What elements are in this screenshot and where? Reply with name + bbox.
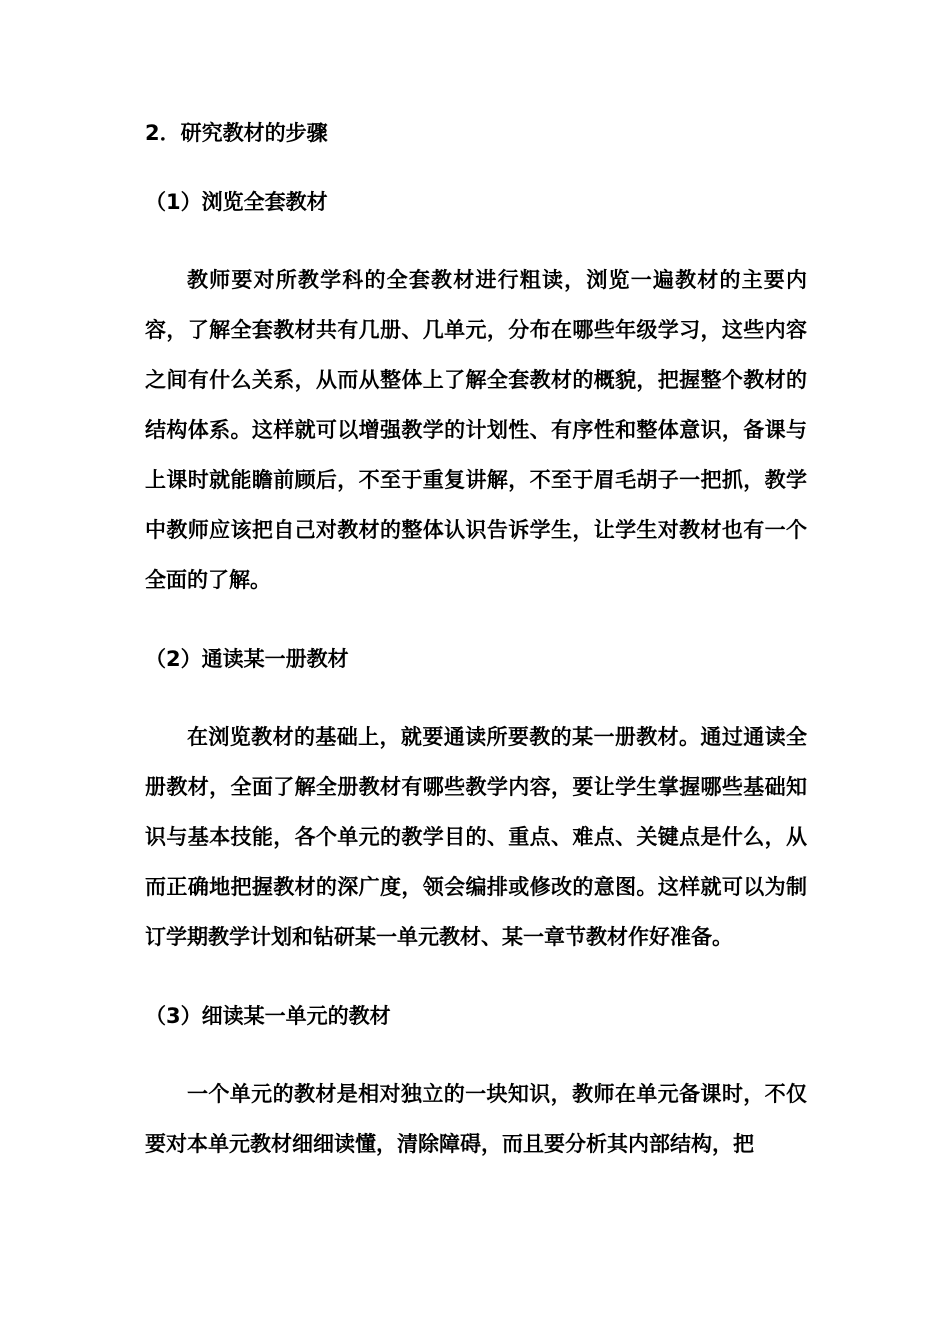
section-title: 2．研究教材的步骤 — [145, 121, 328, 145]
step-1-heading: （1）浏览全套教材 — [145, 190, 328, 214]
step-2-paragraph: 在浏览教材的基础上，就要通读所要教的某一册教材。通过通读全册教材，全面了解全册教材有哪些教学内容，要让学生掌握哪些基础知识与基本技能，各个单元的教学目的、重点、难点、关键点是什么，从而正确地把握教材的深广度，领会编排或修改的意图。这样就可以为制订学期教学计划和钻研某一单元教材、某一章节教材作好准备。 — [145, 725, 807, 949]
step-2-heading: （2）通读某一册教材 — [145, 647, 349, 671]
document-content — [145, 113, 807, 1169]
step-3-heading: （3）细读某一单元的教材 — [145, 1004, 391, 1028]
step-1-paragraph: 教师要对所教学科的全套教材进行粗读，浏览一遍教材的主要内容，了解全套教材共有几册、几单元，分布在哪些年级学习，这些内容之间有什么关系，从而从整体上了解全套教材的概貌，把握整个教材的结构体系。这样就可以增强教学的计划性、有序性和整体意识，备课与上课时就能瞻前顾后，不至于重复讲解，不至于眉毛胡子一把抓，教学中教师应该把自己对教材的整体认识告诉学生，让学生对教材也有一个全面的了解。 — [145, 268, 807, 592]
step-3-paragraph: 一个单元的教材是相对独立的一块知识，教师在单元备课时，不仅要对本单元教材细细读懂，清除障碍，而且要分析其内部结构，把 — [145, 1082, 807, 1156]
